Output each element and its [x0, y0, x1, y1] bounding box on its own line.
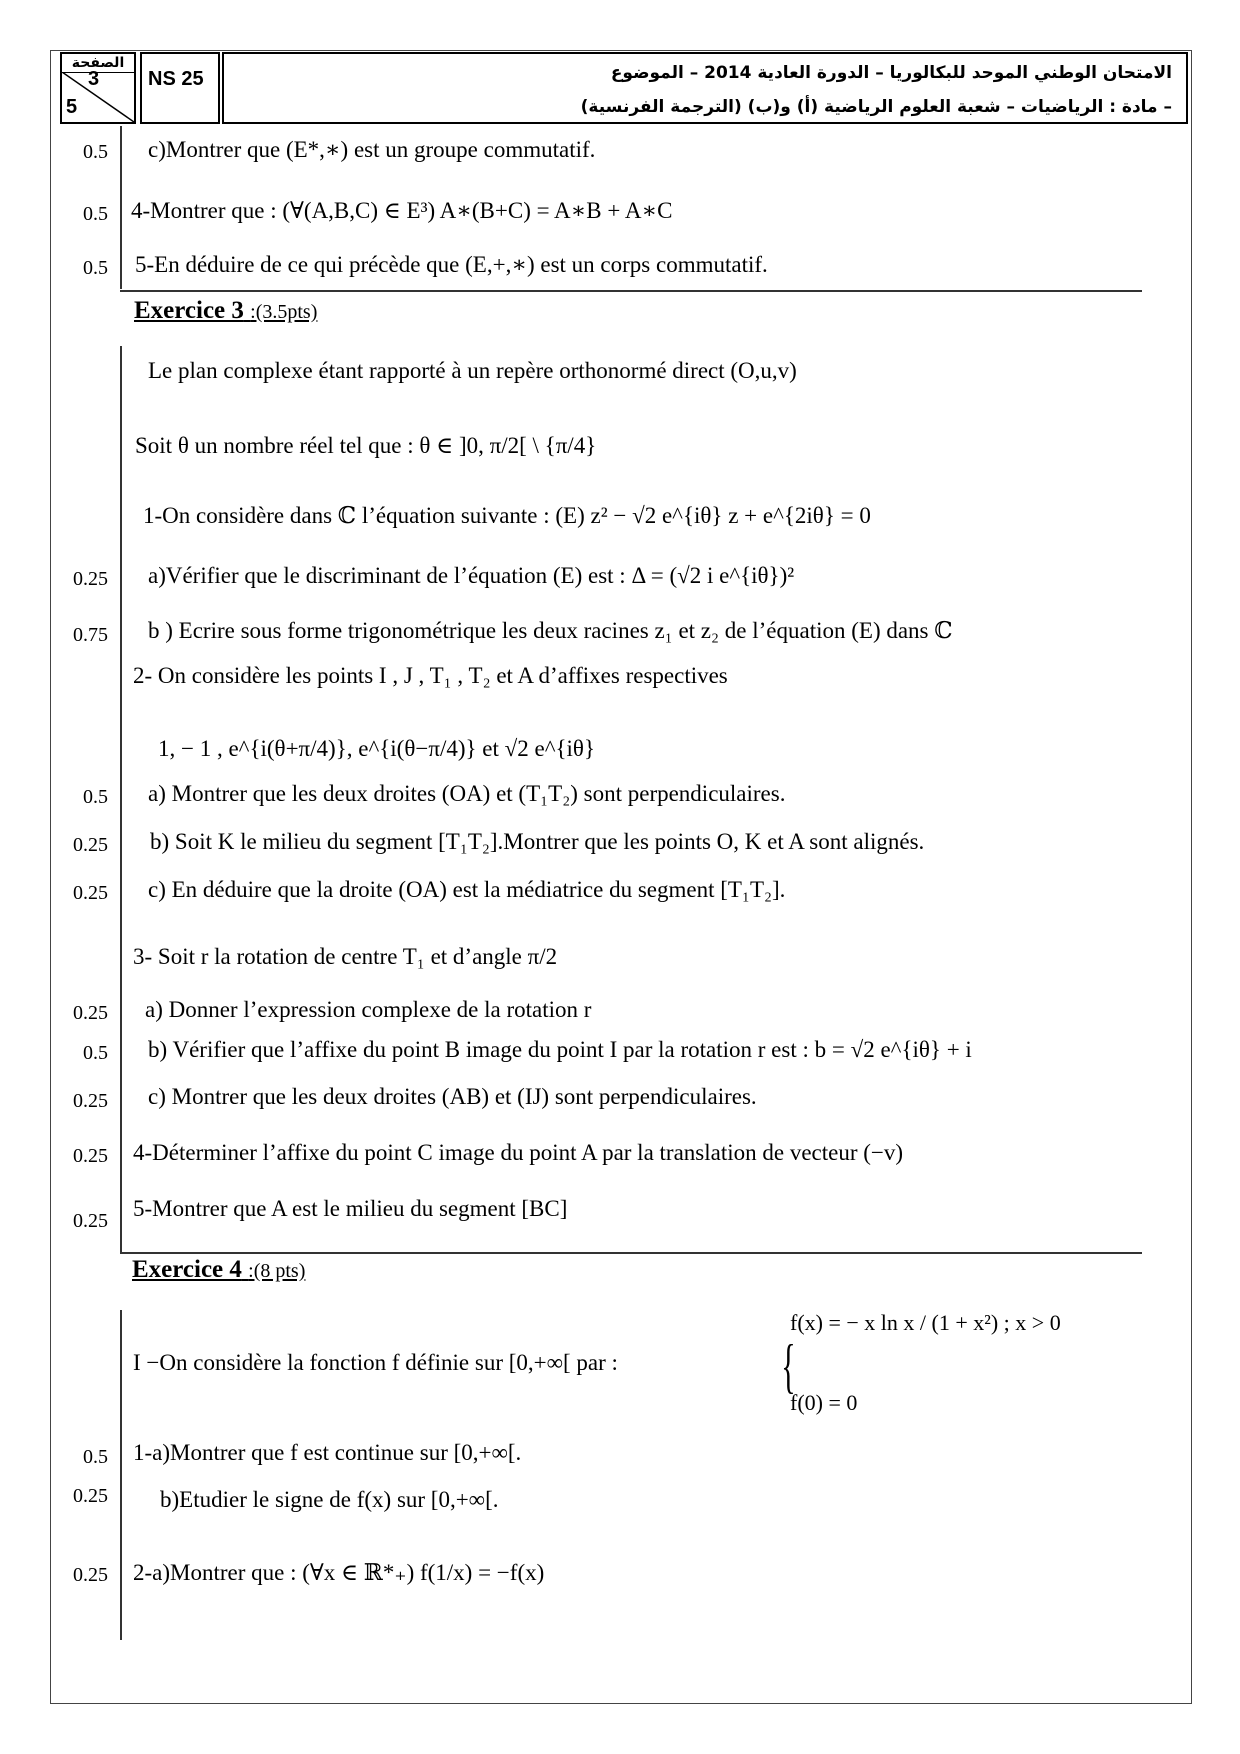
question-text: a) Montrer que les deux droites (OA) et (T₁T₂) sont perpendiculaires. [148, 781, 786, 806]
question-text: c) En déduire que la droite (OA) est la médiatrice du segment [T₁T₂]. [148, 877, 786, 902]
question-text: 4-Montrer que : (∀(A,B,C) ∈ E³) A∗(B+C) = A∗B + A∗C [131, 198, 673, 223]
question-text: a)Vérifier que le discriminant de l’équation (E) est : Δ = (√2 i e^{iθ})² [148, 563, 795, 588]
points-label: 0.25 [73, 568, 108, 590]
exam-title [222, 52, 1188, 124]
page-number-box [60, 52, 136, 124]
points-label: 0.5 [83, 1446, 108, 1468]
question-text: 1-a)Montrer que f est continue sur [0,+∞[. [133, 1440, 522, 1465]
question-text: 1-On considère dans ℂ l’équation suivante : (E) z² − √2 e^{iθ} z + e^{2iθ} = 0 [143, 503, 871, 528]
question-text: 5-Montrer que A est le milieu du segment [BC] [133, 1196, 568, 1221]
question-text: b ) Ecrire sous forme trigonométrique les deux racines z₁ et z₂ de l’équation (E) dans ℂ [148, 618, 953, 643]
question-text: b)Etudier le signe de f(x) sur [0,+∞[. [160, 1487, 499, 1512]
brace-icon: { [781, 1333, 796, 1399]
exam-code: NS 25 [140, 52, 220, 124]
margin-rule [120, 346, 122, 1252]
question-text: 2- On considère les points I , J , T₁ , T₂ et A d’affixes respectives [133, 663, 728, 688]
exam-title-line2: – مادة : الرياضيات – شعبة العلوم الرياضية (أ) و(ب) (الترجمة الفرنسية) [580, 97, 1172, 117]
exercise-title: Exercice 4 [132, 1256, 242, 1283]
theta-condition: Soit θ un nombre réel tel que : θ ∈ ]0, π/2[ \ {π/4} [135, 433, 597, 458]
exercise-points: :(3.5pts) [250, 301, 318, 323]
function-definition-line1: f(x) = − x ln x / (1 + x²) ; x > 0 [790, 1310, 1061, 1335]
function-intro: I −On considère la fonction f définie sur [0,+∞[ par : [133, 1350, 618, 1375]
points-label: 0.25 [73, 1564, 108, 1586]
points-label: 0.5 [83, 1042, 108, 1064]
page-label: الصفحة [62, 54, 134, 73]
exercise-intro: Le plan complexe étant rapporté à un repère orthonormé direct (O,u,v) [148, 358, 797, 383]
points-label: 0.5 [83, 203, 108, 225]
points-label: 0.25 [73, 1090, 108, 1112]
function-definition-line2: f(0) = 0 [790, 1390, 858, 1415]
exercise-points: :(8 pts) [248, 1260, 306, 1282]
points-label: 0.25 [73, 834, 108, 856]
points-label: 0.5 [83, 786, 108, 808]
question-text: a) Donner l’expression complexe de la rotation r [145, 997, 592, 1022]
question-text: c) Montrer que les deux droites (AB) et (IJ) sont perpendiculaires. [148, 1084, 757, 1109]
points-label: 0.25 [73, 1210, 108, 1232]
question-text: b) Vérifier que l’affixe du point B image du point I par la rotation r est : b = √2 e^{iθ} + i [148, 1037, 972, 1062]
points-label: 0.5 [83, 141, 108, 163]
exam-title-line1: الامتحان الوطني الموحد للبكالوريا – الدورة العادية 2014 – الموضوع [610, 63, 1172, 83]
page-total: 5 [66, 96, 78, 118]
margin-rule [120, 126, 122, 289]
margin-rule [120, 1310, 122, 1640]
section-divider [120, 1252, 1142, 1254]
exercise-3-heading [134, 297, 317, 325]
points-label: 0.75 [73, 624, 108, 646]
section-divider [120, 290, 1142, 292]
question-text: 5-En déduire de ce qui précède que (E,+,∗) est un corps commutatif. [135, 252, 768, 277]
points-label: 0.25 [73, 1485, 108, 1507]
question-text: 3- Soit r la rotation de centre T₁ et d’angle π/2 [133, 944, 558, 969]
points-label: 0.5 [83, 257, 108, 279]
affixes-list: 1, − 1 , e^{i(θ+π/4)}, e^{i(θ−π/4)} et √2 e^{iθ} [158, 736, 595, 761]
points-label: 0.25 [73, 882, 108, 904]
page-current: 3 [88, 68, 100, 90]
question-text: c)Montrer que (E*,∗) est un groupe commutatif. [148, 137, 596, 162]
exercise-title: Exercice 3 [134, 297, 244, 324]
points-label: 0.25 [73, 1002, 108, 1024]
exercise-4-heading [132, 1256, 305, 1284]
question-text: 4-Déterminer l’affixe du point C image du point A par la translation de vecteur (−v) [133, 1140, 904, 1165]
points-label: 0.25 [73, 1145, 108, 1167]
question-text: b) Soit K le milieu du segment [T₁T₂].Montrer que les points O, K et A sont alignés. [150, 829, 925, 854]
question-text: 2-a)Montrer que : (∀x ∈ ℝ*₊) f(1/x) = −f(x) [133, 1560, 545, 1585]
